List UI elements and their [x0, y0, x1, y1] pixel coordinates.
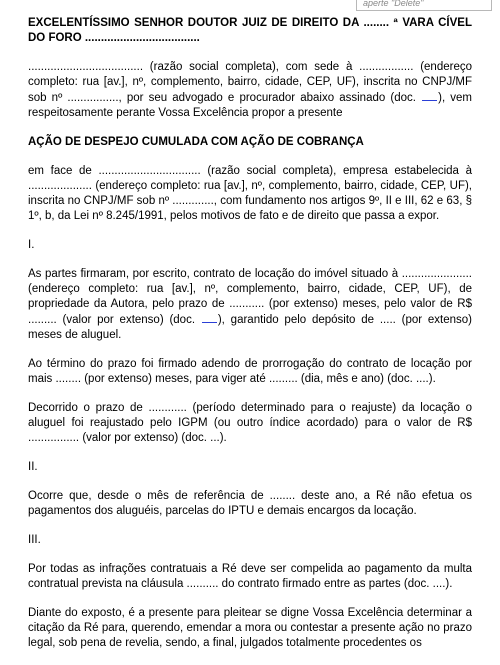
petition-document: [28, 16, 472, 665]
plaintiff-intro-paragraph: [28, 60, 472, 121]
court-address-header: EXCELENTÍSSIMO SENHOR DOUTOR JUIZ DE DIREITO DA ........ ª VARA CÍVEL DO FORO ....................................: [28, 17, 472, 44]
request-paragraph: Diante do exposto, é a presente para pleitear se digne Vossa Excelência determinar a citação da Ré para, querendo, emendar a mora ou contestar a presente ação no prazo legal, sob pena de revelia, sendo, a final, julgados totalmente procedentes os: [28, 607, 472, 649]
delete-hint-box: aperte "Delete": [356, 0, 492, 11]
lease-contract-text: As partes firmaram, por escrito, contrato de locação do imóvel situado à ...................... (endereço completo: rua [av.], nº, complemento, bairro, cidade, CEP, UF), de propriedade da Autora, pelo prazo de ........... (por extenso) meses, pelo valor de R$ ......... (valor por extenso) (doc.: [28, 268, 472, 326]
doc-link-placeholder[interactable]: [422, 90, 437, 101]
doc-link-placeholder[interactable]: [202, 312, 217, 323]
section-heading-i: I.: [28, 239, 35, 251]
lease-contract-paragraph: [28, 267, 472, 343]
lease-contract-tail: ), garantido pelo depósito de ..... (por extenso) meses de aluguel.: [28, 314, 472, 341]
rent-adjustment-paragraph: Decorrido o prazo de ............ (período determinado para o reajuste) da locação o aluguel foi reajustado pelo IGPM (ou outro índice acordado) para o valor de R$ ................ (valor por extenso) (doc. ...).: [28, 402, 472, 444]
penalty-paragraph: Por todas as infrações contratuais a Ré deve ser compelida ao pagamento da multa contratual prevista na cláusula .......... do contrato firmado entre as partes (doc. ....).: [28, 563, 472, 590]
action-title: AÇÃO DE DESPEJO CUMULADA COM AÇÃO DE COBRANÇA: [28, 136, 364, 148]
plaintiff-intro-tail: ), vem respeitosamente perante Vossa Excelência propor a presente: [28, 92, 472, 119]
default-paragraph: Ocorre que, desde o mês de referência de ........ deste ano, a Ré não efetua os pagamentos dos aluguéis, parcelas do IPTU e demais encargos da locação.: [28, 490, 472, 517]
defendant-paragraph: em face de ................................ (razão social completa), empresa estabelecida à .................... (endereço completo: rua [av.], nº, complemento, bairro, cidade, CEP, UF), inscrita no CNPJ/MF sob nº ............., com fundamento nos artigos 9º, II e III, 62 e 63, § 1º, b, da Lei nº 8.245/1991, pelos motivos de fato e de direito que passa a expor.: [28, 165, 472, 222]
plaintiff-intro-text: .................................... (razão social completa), com sede à ................. (endereço completo: rua [av.], nº, complemento, bairro, cidade, CEP, UF), inscrita no CNPJ/MF sob nº ................, por seu advogado e procurador abaixo assinado (doc.: [28, 61, 472, 104]
section-heading-ii: II.: [28, 461, 38, 473]
extension-paragraph: Ao término do prazo foi firmado adendo de prorrogação do contrato de locação por mais ........ (por extenso) meses, para viger até ......... (dia, mês e ano) (doc. ....).: [28, 358, 472, 385]
section-heading-iii: III.: [28, 534, 41, 546]
